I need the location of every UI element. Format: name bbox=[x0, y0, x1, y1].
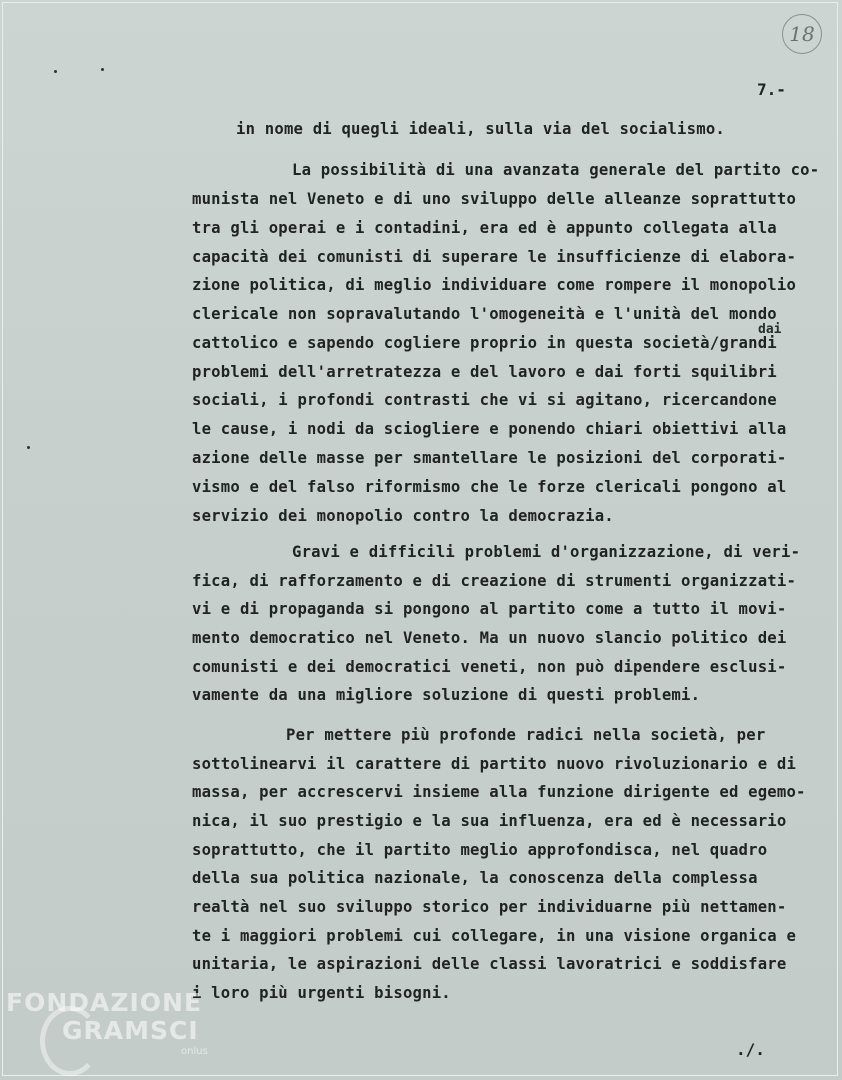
text-line: zione politica, di meglio individuare come rompere il monopolio bbox=[192, 276, 797, 294]
continuation-mark: ./. bbox=[736, 1040, 765, 1059]
text-line: nica, il suo prestigio e la sua influenza, era ed è necessario bbox=[192, 812, 787, 830]
text-line: della sua politica nazionale, la conoscenza della complessa bbox=[192, 869, 758, 887]
watermark-line-3: onlus bbox=[181, 1046, 208, 1057]
text-line: fica, di rafforzamento e di creazione di strumenti organizzati- bbox=[192, 572, 797, 590]
text-line: cattolico e sapendo cogliere proprio in questa società/grandi bbox=[192, 334, 777, 352]
typed-page-number: 7.- bbox=[757, 80, 786, 99]
speck bbox=[54, 70, 57, 73]
text-line: La possibilità di una avanzata generale del partito co- bbox=[292, 161, 820, 179]
text-line: servizio dei monopolio contro la democrazia. bbox=[192, 507, 614, 525]
interlinear-insertion: dai bbox=[758, 322, 782, 337]
text-line: comunisti e dei democratici veneti, non può dipendere esclusi- bbox=[192, 658, 787, 676]
fondazione-gramsci-watermark bbox=[6, 988, 208, 1057]
text-line: sottolinearvi il carattere di partito nuovo rivoluzionario e di bbox=[192, 755, 797, 773]
watermark-line-1: FONDAZIONE bbox=[6, 988, 203, 1017]
text-line: te i maggiori problemi cui collegare, in una visione organica e bbox=[192, 927, 797, 945]
text-line: massa, per accrescervi insieme alla funzione dirigente ed egemo- bbox=[192, 783, 806, 801]
text-line: i loro più urgenti bisogni. bbox=[192, 984, 451, 1002]
text-line: Per mettere più profonde radici nella società, per bbox=[286, 726, 766, 744]
text-line: clericale non sopravalutando l'omogeneità e l'unità del mondo bbox=[192, 305, 777, 323]
text-line: realtà nel suo sviluppo storico per individuarne più nettamen- bbox=[192, 898, 787, 916]
text-line: sociali, i profondi contrasti che vi si agitano, ricercandone bbox=[192, 391, 777, 409]
text-line: Gravi e difficili problemi d'organizzazione, di veri- bbox=[292, 543, 801, 561]
text-line: in nome di quegli ideali, sulla via del socialismo. bbox=[236, 120, 725, 138]
speck bbox=[27, 446, 30, 449]
text-line: munista nel Veneto e di uno sviluppo delle alleanze soprattutto bbox=[192, 190, 797, 208]
text-line: vamente da una migliore soluzione di questi problemi. bbox=[192, 686, 701, 704]
watermark-line-2: GRAMSCI bbox=[62, 1016, 199, 1045]
text-line: vi e di propaganda si pongono al partito come a tutto il movi- bbox=[192, 600, 787, 618]
text-line: vismo e del falso riformismo che le forze clericali pongono al bbox=[192, 478, 787, 496]
text-line: mento democratico nel Veneto. Ma un nuovo slancio politico dei bbox=[192, 629, 787, 647]
handwritten-folio-number: 18 bbox=[782, 14, 822, 54]
text-line: soprattutto, che il partito meglio approfondisca, nel quadro bbox=[192, 841, 768, 859]
text-line: unitaria, le aspirazioni delle classi lavoratrici e soddisfare bbox=[192, 955, 787, 973]
text-line: capacità dei comunisti di superare le insufficienze di elabora- bbox=[192, 248, 797, 266]
text-line: azione delle masse per smantellare le posizioni del corporati- bbox=[192, 449, 787, 467]
text-line: le cause, i nodi da sciogliere e ponendo chiari obiettivi alla bbox=[192, 420, 787, 438]
text-line: tra gli operai e i contadini, era ed è appunto collegata alla bbox=[192, 219, 777, 237]
text-line: problemi dell'arretratezza e del lavoro e dai forti squilibri bbox=[192, 363, 777, 381]
speck bbox=[101, 68, 104, 71]
